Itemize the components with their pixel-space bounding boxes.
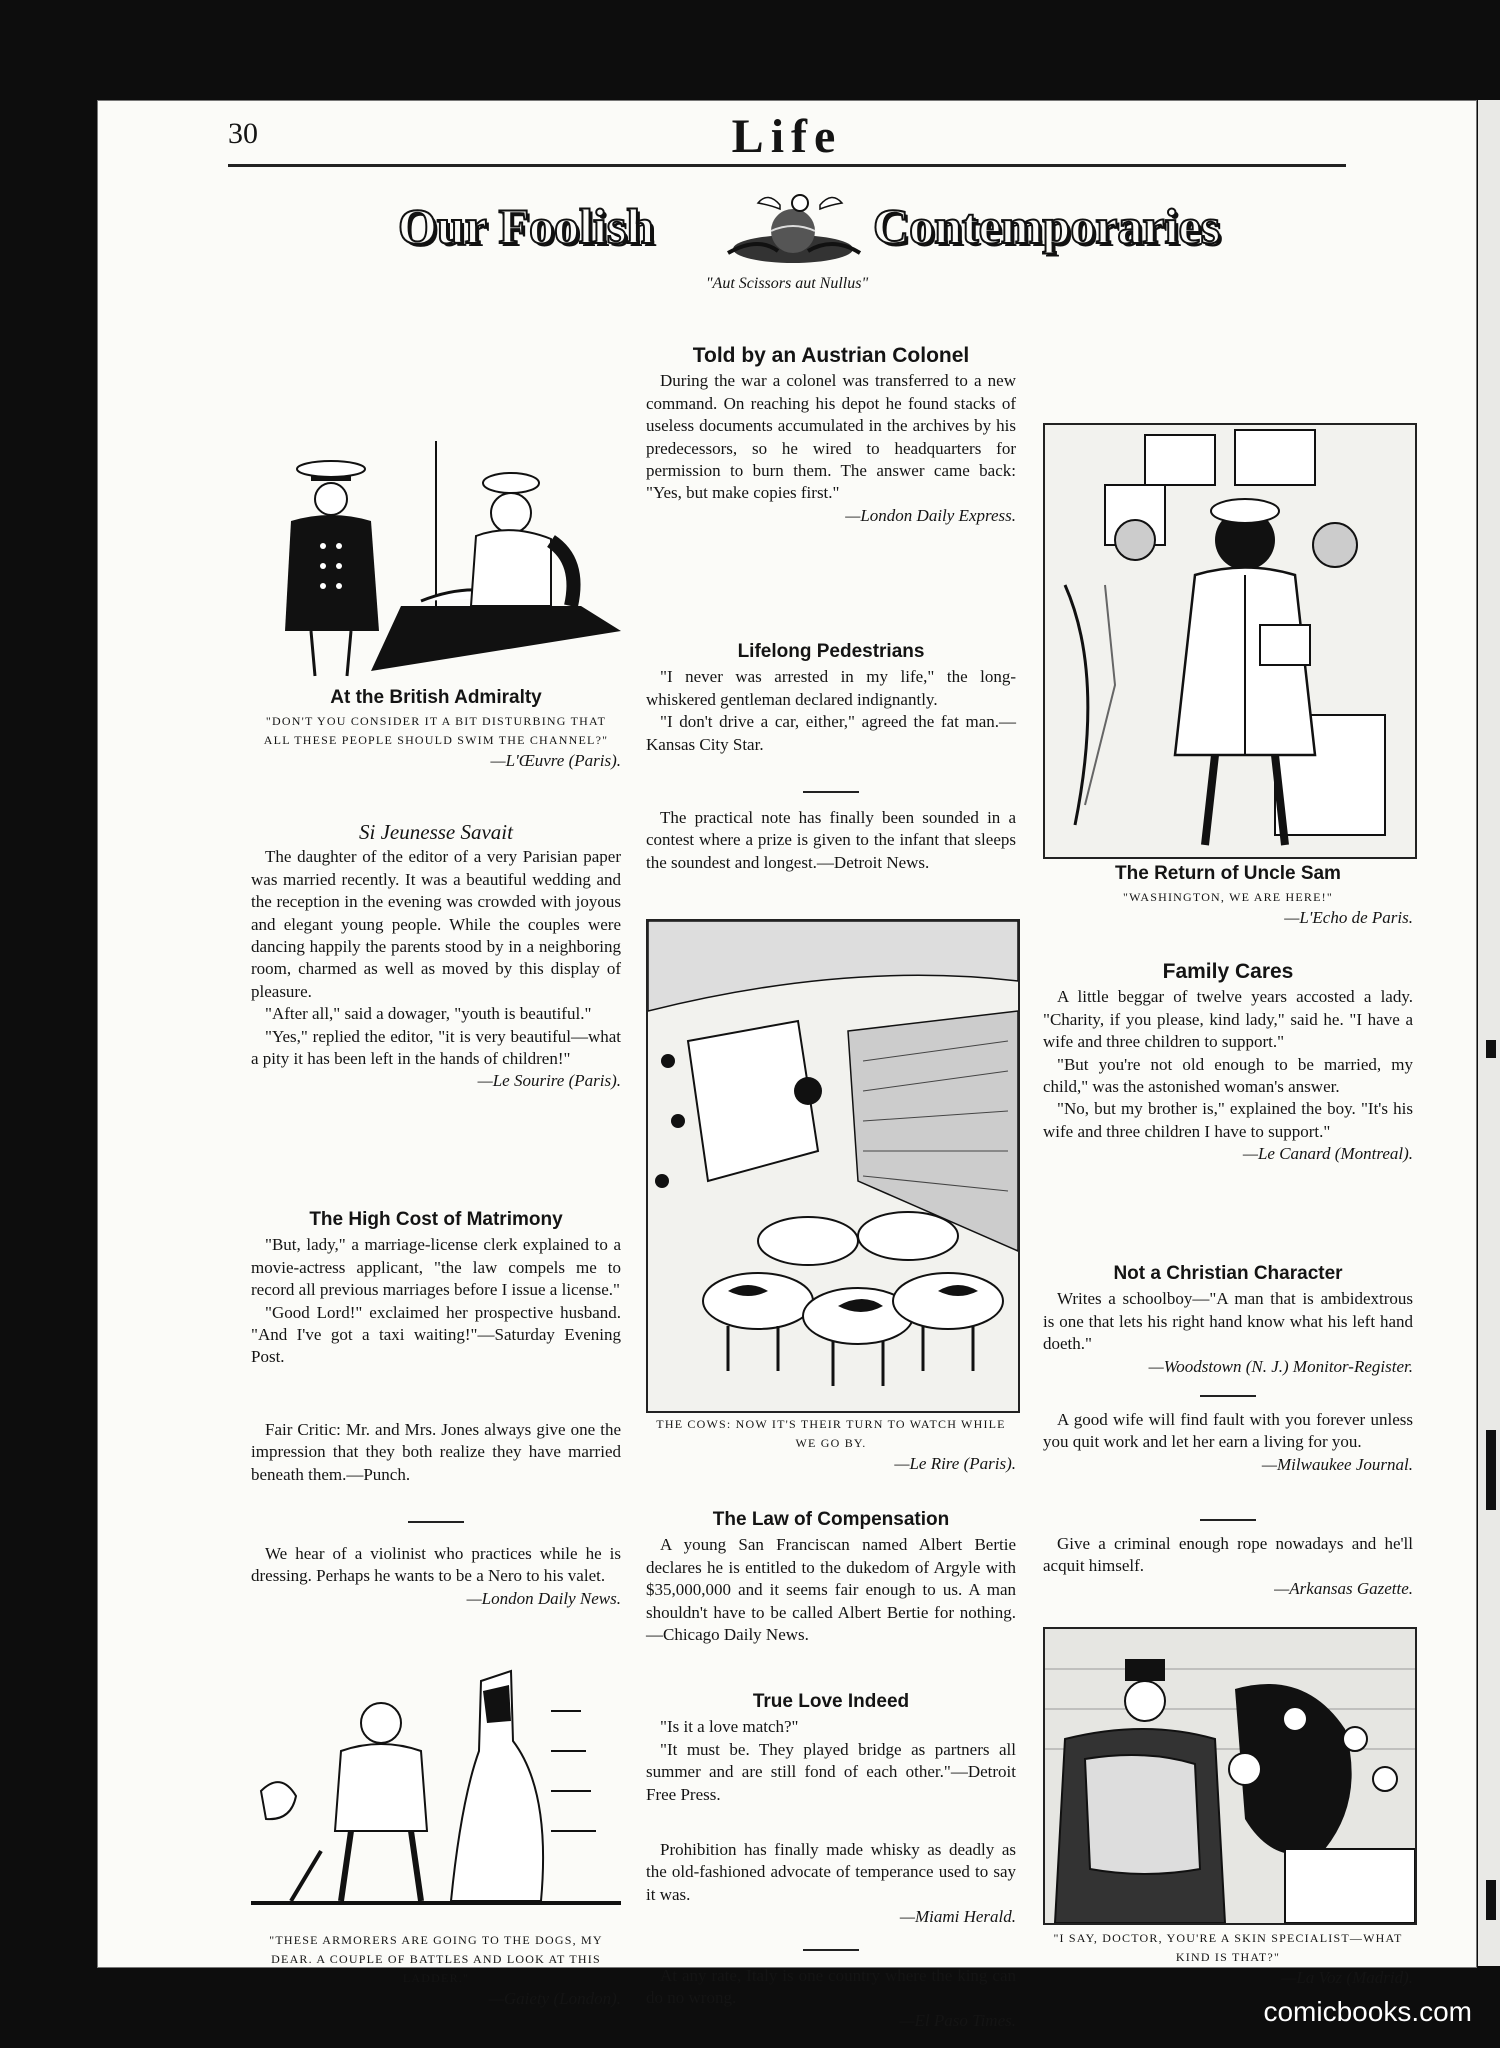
jeunesse-item [251,821,621,1093]
cows-cartoon [646,919,1020,1413]
armorers-cartoon [251,1651,621,1923]
uncle-sam-source: —L'Echo de Paris. [1284,908,1413,928]
admiralty-heading: At the British Admiralty [330,687,542,708]
cherub-globe-icon [708,191,878,267]
jeunesse-paragraph-3: "Yes," replied the editor, "it is very beautiful—what a pity it has been left in the hands of children!" [251,1026,621,1069]
uncle-sam-cartoon [1043,423,1417,859]
fair-critic-text: Fair Critic: Mr. and Mrs. Jones always give one the impression that they both realize they have married beneath them.—Punch. [251,1420,621,1484]
family-paragraph-1: A little beggar of twelve years accosted a lady. "Charity, if you please, kind lady," said he. "I have a wife and three children to support." [1043,987,1413,1052]
good-wife-text: A good wife will find fault with you forever unless you quit work and let her earn a living for you. [1043,1410,1413,1452]
true-love-item [646,1691,1016,1806]
italy-text: At any rate, Italy is one country where the king can do no wrong. [646,1966,1016,2008]
uncle-sam-heading: The Return of Uncle Sam [1115,863,1341,884]
armorers-item [251,1931,621,2010]
armorers-source: —Gaiety (London). [488,1989,621,2008]
compensation-text: A young San Franciscan named Albert Bertie declares he is entitled to the dukedom of Argyle with $35,000,000 and it seems fair enough to us. A man shouldn't have to be called Albert Bertie for nothing.—Chicago Daily News. [646,1535,1016,1645]
true-love-heading: True Love Indeed [752,1691,910,1712]
pedestrians-paragraph-1: "I never was arrested in my life," the long-whiskered gentleman declared indignantly. [646,667,1016,709]
good-wife-item [1043,1409,1413,1476]
family-heading: Family Cares [1162,960,1294,983]
true-love-paragraph-2: "It must be. They played bridge as partners all summer and are still fond of each other."—Detroit Free Press. [646,1739,1016,1804]
jeunesse-paragraph-1: The daughter of the editor of a very Parisian paper was married recently. It was a beautiful wedding and the reception in the evening was crowded with joyous and elegant young people. While the couples were dancing happily the parents stood by in a neighboring room, charmed as well as moved by this display of pleasure. [251,847,621,1001]
family-paragraph-2: "But you're not old enough to be married, my child," was the astonished woman's answer. [1043,1054,1413,1097]
prohibition-text: Prohibition has finally made whisky as deadly as the old-fashioned advocate of temperance used to say it was. [646,1840,1016,1904]
jeunesse-source: —Le Sourire (Paris). [477,1071,621,1091]
family-source: —Le Canard (Montreal). [1242,1144,1413,1164]
section-title-left: Our Foolish [398,198,655,254]
rope-text: Give a criminal enough rope nowadays and he'll acquit himself. [1043,1534,1413,1576]
christian-item [1043,1263,1413,1378]
jeunesse-heading: Si Jeunesse Savait [359,820,513,844]
matrimony-item [251,1209,621,1369]
violinist-item [251,1543,621,1610]
pedestrians-paragraph-2: "I don't drive a car, either," agreed the fat man.—Kansas City Star. [646,712,1016,754]
admiralty-source: —L'Œuvre (Paris). [490,751,621,771]
armorers-caption: "THESE ARMORERS ARE GOING TO THE DOGS, MY DEAR. A COUPLE OF BATTLES AND LOOK AT THIS LADDER." [269,1933,603,1985]
christian-text: Writes a schoolboy—"A man that is ambidextrous is one that lets his right hand know what his left hand doeth." [1043,1289,1413,1354]
page-number: 30 [228,117,258,150]
header-rule [228,164,1346,167]
practical-item [646,807,1016,874]
separator [1043,1519,1413,1521]
violinist-source: —London Daily News. [466,1588,621,1608]
uncle-sam-item [1043,863,1413,930]
watermark: comicbooks.com [1263,1996,1472,2027]
separator [646,791,1016,793]
christian-heading: Not a Christian Character [1113,1263,1343,1284]
jeunesse-paragraph-2: "After all," said a dowager, "youth is beautiful." [265,1004,592,1024]
admiralty-caption: "DON'T YOU CONSIDER IT A BIT DISTURBING THAT ALL THESE PEOPLE SHOULD SWIM THE CHANNEL?" [263,714,609,748]
compensation-item [646,1509,1016,1646]
uncle-sam-illustration [1045,425,1415,857]
good-wife-source: —Milwaukee Journal. [1261,1454,1413,1474]
magazine-title: Life [731,110,843,163]
colonel-text: During the war a colonel was transferred to a new command. On reaching his depot he found stacks of useless documents accumulated in the archives by his predecessors, so he wired to headquarters for permission to burn them. The answer came back: "Yes, but make copies first." [646,371,1016,503]
true-love-paragraph-1: "Is it a love match?" [660,1717,799,1737]
cows-illustration [648,921,1018,1411]
colonel-item [646,345,1016,527]
family-item [1043,961,1413,1166]
doctor-source: —La Voz (Madrid). [1281,1968,1413,1987]
admiralty-cartoon [251,421,621,683]
separator [646,1949,1016,1951]
adjacent-page-edge [1478,100,1500,1966]
section-banner [398,191,1378,267]
practical-text: The practical note has finally been sounded in a contest where a prize is given to the infant that sleeps the soundest and longest.—Detroit News. [646,808,1016,872]
uncle-sam-caption: "WASHINGTON, WE ARE HERE!" [1123,890,1333,905]
doctor-illustration [1045,1629,1415,1923]
christian-source: —Woodstown (N. J.) Monitor-Register. [1148,1356,1413,1376]
section-title-right: Contemporaries [873,198,1221,254]
doctor-item [1043,1929,1413,1989]
colonel-heading: Told by an Austrian Colonel [692,344,970,367]
separator [251,1521,621,1523]
violinist-text: We hear of a violinist who practices while he is dressing. Perhaps he wants to be a Nero to his valet. [251,1544,621,1586]
doctor-cartoon [1043,1627,1417,1925]
italy-item [646,1965,1016,2032]
fair-critic-item [251,1419,621,1486]
cows-item [646,1415,1016,1475]
doctor-caption: "I SAY, DOCTOR, YOU'RE A SKIN SPECIALIST—WHAT KIND IS THAT?" [1053,1931,1403,1964]
section-motto: "Aut Scissors aut Nullus" [705,275,869,292]
prohibition-source: —Miami Herald. [899,1907,1016,1927]
rope-item [1043,1533,1413,1600]
separator [1043,1395,1413,1397]
family-paragraph-3: "No, but my brother is," explained the boy. "It's his wife and three children I have to support." [1043,1099,1413,1141]
pedestrians-item [646,641,1016,756]
prohibition-item [646,1839,1016,1929]
matrimony-paragraph-2: "Good Lord!" exclaimed her prospective husband. "And I've got a taxi waiting!"—Saturday Evening Post. [251,1302,621,1367]
colonel-source: —London Daily Express. [845,505,1016,525]
compensation-heading: The Law of Compensation [712,1509,950,1530]
matrimony-paragraph-1: "But, lady," a marriage-license clerk explained to a movie-actress applicant, "the law compels me to record all previous marriages before I issue a license." [251,1235,621,1300]
rope-source: —Arkansas Gazette. [1274,1578,1413,1598]
cows-source: —Le Rire (Paris). [894,1454,1016,1473]
pedestrians-heading: Lifelong Pedestrians [737,641,925,662]
admiralty-illustration [251,421,621,683]
admiralty-item [251,687,621,773]
matrimony-heading: The High Cost of Matrimony [309,1209,563,1230]
italy-source: —El Paso Times. [899,2010,1016,2030]
cows-caption: THE COWS: NOW IT'S THEIR TURN TO WATCH WHILE WE GO BY. [656,1417,1006,1450]
armorers-illustration [251,1651,621,1923]
